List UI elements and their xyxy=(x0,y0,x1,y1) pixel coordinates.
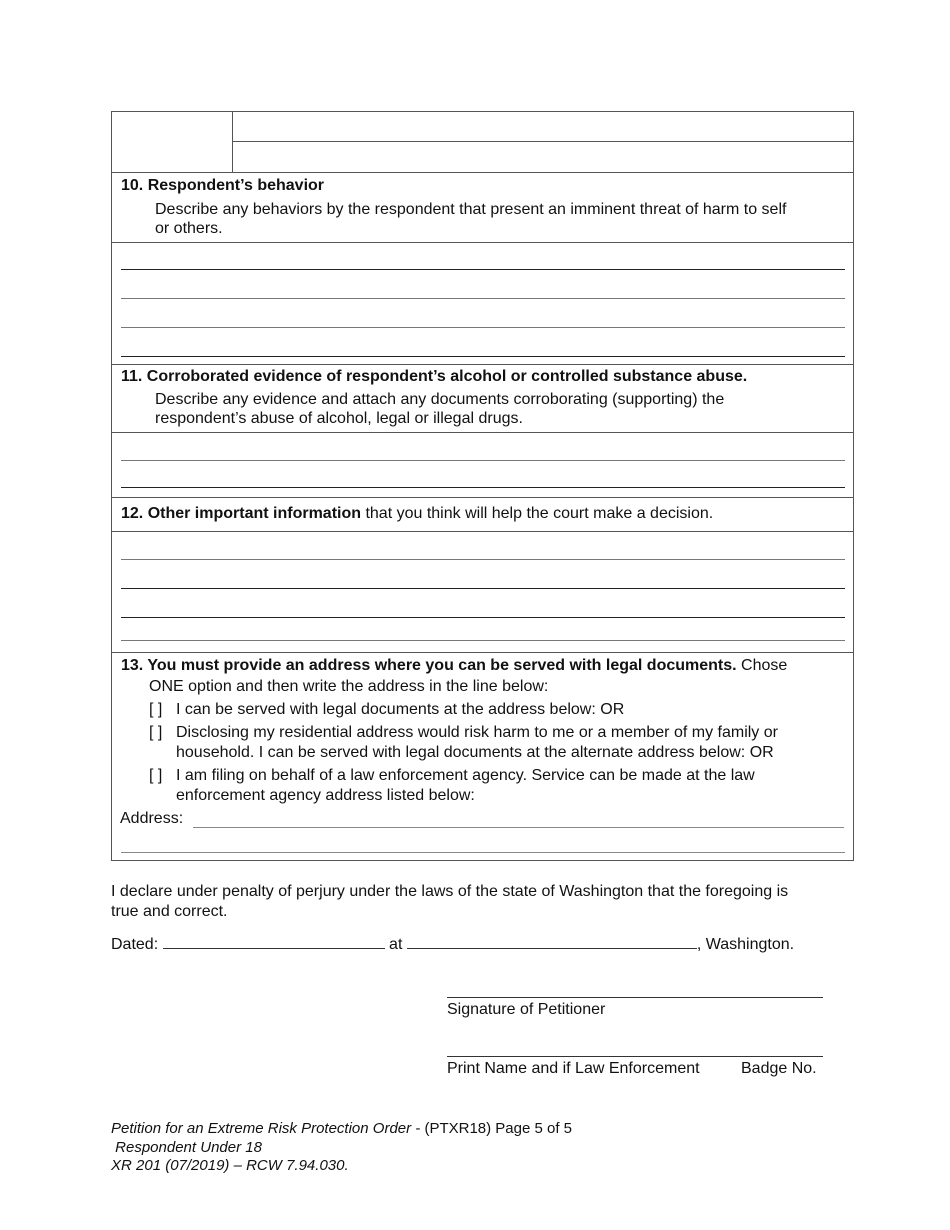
section-10-instructions-line2: or others. xyxy=(155,220,223,237)
signature-label: Signature of Petitioner xyxy=(447,1001,606,1018)
option-3-label-line2: enforcement agency address listed below: xyxy=(176,787,475,804)
petition-form-table xyxy=(111,111,854,861)
address-input-line[interactable] xyxy=(193,827,844,828)
footer-subtitle: Respondent Under 18 xyxy=(111,1139,262,1156)
section-12-heading-rest: that you think will help the court make a decision. xyxy=(361,505,714,522)
section-11-heading: 11. Corroborated evidence of respondent’s alcohol or controlled substance abuse. xyxy=(121,368,748,385)
at-label: at xyxy=(389,936,403,953)
section-10-heading: 10. Respondent’s behavior xyxy=(121,177,325,194)
print-name-label: Print Name and if Law Enforcement xyxy=(447,1060,700,1077)
section-divider xyxy=(112,242,853,243)
footer-title xyxy=(111,1119,572,1138)
section-11-instructions-line1: Describe any evidence and attach any documents corroborating (supporting) the xyxy=(155,391,725,408)
table-column-divider xyxy=(232,112,233,172)
section-divider xyxy=(112,172,853,173)
washington-label: , Washington. xyxy=(696,936,795,953)
table-row-divider xyxy=(232,141,853,142)
behavior-write-line[interactable] xyxy=(121,327,845,328)
signature-line[interactable] xyxy=(447,997,823,998)
option-2-checkbox[interactable]: [ ] xyxy=(149,724,163,741)
option-2-label-line1: Disclosing my residential address would risk harm to me or a member of my family or xyxy=(176,724,778,741)
substance-write-line[interactable] xyxy=(121,460,845,461)
substance-write-line[interactable] xyxy=(121,487,845,488)
badge-number-label: Badge No. xyxy=(741,1060,817,1077)
section-13-instructions: ONE option and then write the address in the line below: xyxy=(149,678,549,695)
date-input-line[interactable] xyxy=(163,932,385,949)
section-divider xyxy=(112,432,853,433)
section-12-heading xyxy=(121,504,713,524)
option-1-label: I can be served with legal documents at the address below: OR xyxy=(176,701,625,718)
behavior-write-line[interactable] xyxy=(121,356,845,357)
section-divider xyxy=(112,364,853,365)
dated-row xyxy=(111,932,794,955)
other-info-write-line[interactable] xyxy=(121,559,845,560)
section-13-heading-rest: Chose xyxy=(736,657,788,674)
other-info-write-line[interactable] xyxy=(121,640,845,641)
address-label: Address: xyxy=(120,810,184,827)
section-10-instructions-line1: Describe any behaviors by the respondent that present an imminent threat of harm to self xyxy=(155,201,787,218)
dated-label: Dated: xyxy=(111,936,159,953)
footer-title-italic: Petition for an Extreme Risk Protection Order - xyxy=(111,1120,421,1137)
print-name-line[interactable] xyxy=(447,1056,823,1057)
option-1-checkbox[interactable]: [ ] xyxy=(149,701,163,718)
section-divider xyxy=(112,652,853,653)
footer-title-rest: (PTXR18) Page 5 of 5 xyxy=(420,1120,573,1137)
option-3-label-line1: I am filing on behalf of a law enforcement agency. Service can be made at the law xyxy=(176,767,755,784)
declaration-line1: I declare under penalty of perjury under the laws of the state of Washington that the foregoing is xyxy=(111,883,789,900)
address-input-line-2[interactable] xyxy=(121,852,845,853)
option-3-checkbox[interactable]: [ ] xyxy=(149,767,163,784)
declaration-line2: true and correct. xyxy=(111,903,228,920)
other-info-write-line[interactable] xyxy=(121,588,845,589)
section-12-heading-bold: 12. Other important information xyxy=(121,505,362,522)
section-13-heading xyxy=(121,656,787,676)
other-info-write-line[interactable] xyxy=(121,617,845,618)
footer-form-number: XR 201 (07/2019) – RCW 7.94.030. xyxy=(111,1157,349,1174)
section-13-heading-bold: 13. You must provide an address where you can be served with legal documents. xyxy=(121,657,737,674)
section-11-instructions-line2: respondent’s abuse of alcohol, legal or illegal drugs. xyxy=(155,410,523,427)
section-divider xyxy=(112,531,853,532)
behavior-write-line[interactable] xyxy=(121,269,845,270)
behavior-write-line[interactable] xyxy=(121,298,845,299)
option-2-label-line2: household. I can be served with legal documents at the alternate address below: OR xyxy=(176,744,774,761)
city-input-line[interactable] xyxy=(407,932,697,949)
section-divider xyxy=(112,497,853,498)
